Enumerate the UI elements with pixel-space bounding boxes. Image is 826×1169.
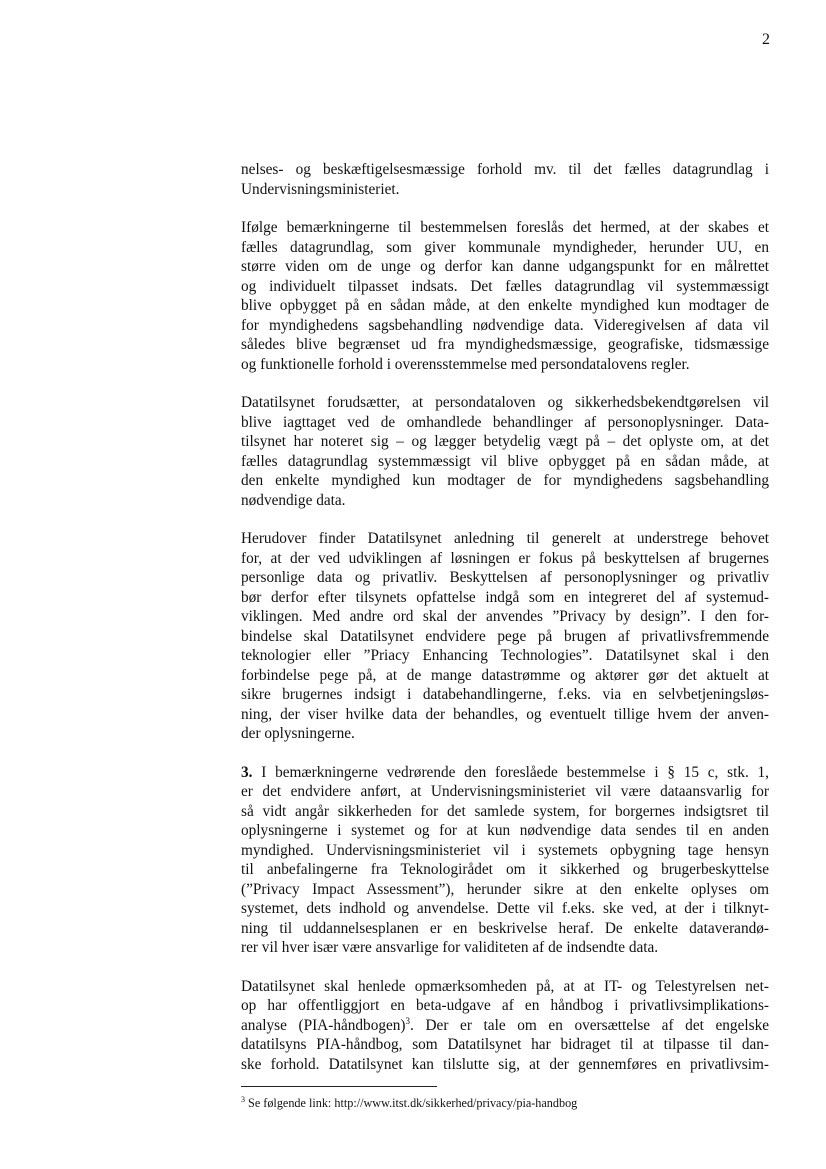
text-line [241,1016,769,1036]
text-line: Undervisningsministeriet. [241,180,400,198]
text-line: for myndighedens sagsbehandling nødvendige data. Videregivelsen af data vil [241,316,769,334]
text-fragment: I bemærkningerne vedrørende den foreslåede bestemmelse i § 15 c, stk. 1, [261,763,770,781]
text-fragment: analyse (PIA-håndbogen) [241,1016,406,1034]
text-line: tilsynet har noteret sig – og lægger betydelig vægt på – det oplyste om, at det [241,433,769,450]
text-line: nelses- og beskæftigelsesmæssige forhold mv. til det fælles datagrundlag i [241,161,769,178]
footnote-marker: 3 [241,1094,245,1104]
footnote [241,1095,769,1111]
footnote-reference[interactable]: 3 [405,1015,411,1026]
text-line: blive iagttaget ved de omhandlede behandlinger af personoplysninger. Data- [241,413,769,431]
text-line: rer vil hver især være ansvarlige for validiteten af de indsendte data. [241,939,659,956]
text-line: oplysningerne i systemet og for at kun nødvendige data sendes til en anden [241,822,769,839]
text-line: fælles datagrundlag, som giver kommunale myndigheder, herunder UU, en [241,238,769,256]
text-line: og funktionelle forhold i overensstemmelse med persondatalovens regler. [241,355,690,373]
text-line: til anbefalingerne fra Teknologirådet om it sikkerhed og brugerbeskyttelse [241,861,769,878]
text-line: større viden om de unge og derfor kan danne udgangspunkt for en målrettet [241,258,769,275]
text-line: således blive begrænset ud fra myndighedsmæssige, geografiske, tidsmæssige [241,336,769,353]
text-line: systemet, dets indhold og anvendelse. Dette vil f.eks. ske ved, at der i tilknyt- [241,900,769,917]
text-line: Datatilsynet skal henlede opmærksomheden på, at at IT- og Telestyrelsen net- [241,977,769,995]
text-line: bindelse skal Datatilsynet endvidere pege på brugen af privatlivsfremmende [241,627,769,645]
footnote-text: Se følgende link: http://www.itst.dk/sikkerhed/privacy/pia-handbog [248,1096,578,1110]
paragraph [241,529,769,744]
footnote-divider [241,1086,437,1087]
text-fragment: Der er tale om en oversættelse af det engelske [425,1016,770,1034]
text-line: er det endvidere anført, at Undervisningsministeriet vil være dataansvarlig for [241,783,769,800]
text-line [241,763,769,783]
text-line: myndighed. Undervisningsministeriet vil i systemets opbygning tage hensyn [241,841,769,859]
text-fragment: . [410,1016,414,1034]
text-line: forbindelse pege på, at de mange datastrømme og aktører gør det aktuelt at [241,666,769,684]
paragraph [241,218,769,374]
text-line: så vidt angår sikkerheden for det samlede system, for borgernes indsigtsret til [241,802,769,820]
paragraph-section-3 [241,763,769,958]
text-line: ning, der viser hvilke data der behandles, og eventuelt tillige hvem der anven- [241,705,769,723]
text-line: op har offentliggjort en beta-udgave af en håndbog i privatlivsimplikations- [241,997,769,1014]
text-line: blive opbygget på en sådan måde, at den enkelte myndighed kun modtager de [241,297,769,314]
section-number: 3. [241,763,253,781]
text-line: Ifølge bemærkningerne til bestemmelsen foreslås det hermed, at der skabes et [241,219,769,236]
text-line: personlige data og privatliv. Beskyttelsen af personoplysninger og privatliv [241,569,769,586]
paragraph [241,977,769,1075]
text-line: for, at der ved udviklingen af løsningen er fokus på beskyttelsen af brugernes [241,549,769,567]
body-text [241,160,769,1093]
paragraph [241,393,769,510]
text-line: viklingen. Med andre ord skal der anvendes ”Privacy by design”. I den for- [241,608,769,625]
paragraph [241,160,769,199]
text-line: Herudover finder Datatilsynet anledning til generelt at understrege behovet [241,530,769,547]
page-number: 2 [762,31,770,48]
text-line: datatilsyns PIA-håndbog, som Datatilsynet har bidraget til at tilpasse til dan- [241,1036,769,1053]
text-line: ske forhold. Datatilsynet kan tilslutte sig, at der gennemføres en privatlivsim- [241,1055,769,1073]
text-line: nødvendige data. [241,491,346,509]
text-line: ning til uddannelsesplanen er en beskrivelse heraf. De enkelte dataverandø- [241,919,769,937]
text-line: sikre brugernes indsigt i databehandlingerne, f.eks. via en selvbetjeningsløs- [241,686,769,703]
text-line: og individuelt tilpasset indsats. Det fælles datagrundlag vil systemmæssigt [241,277,769,295]
text-line: Datatilsynet forudsætter, at persondataloven og sikkerhedsbekendtgørelsen vil [241,394,769,411]
text-line: bør derfor efter tilsynets opfattelse indgå som en integreret del af systemud- [241,588,769,606]
text-line: den enkelte myndighed kun modtager de for myndighedens sagsbehandling [241,472,769,489]
text-line: (”Privacy Impact Assessment”), herunder sikre at den enkelte oplyses om [241,880,769,898]
text-line: der oplysningerne. [241,725,355,742]
text-line: teknologier eller ”Priacy Enhancing Technologies”. Datatilsynet skal i den [241,647,769,664]
text-line: fælles datagrundlag systemmæssigt vil blive opbygget på en sådan måde, at [241,452,769,470]
